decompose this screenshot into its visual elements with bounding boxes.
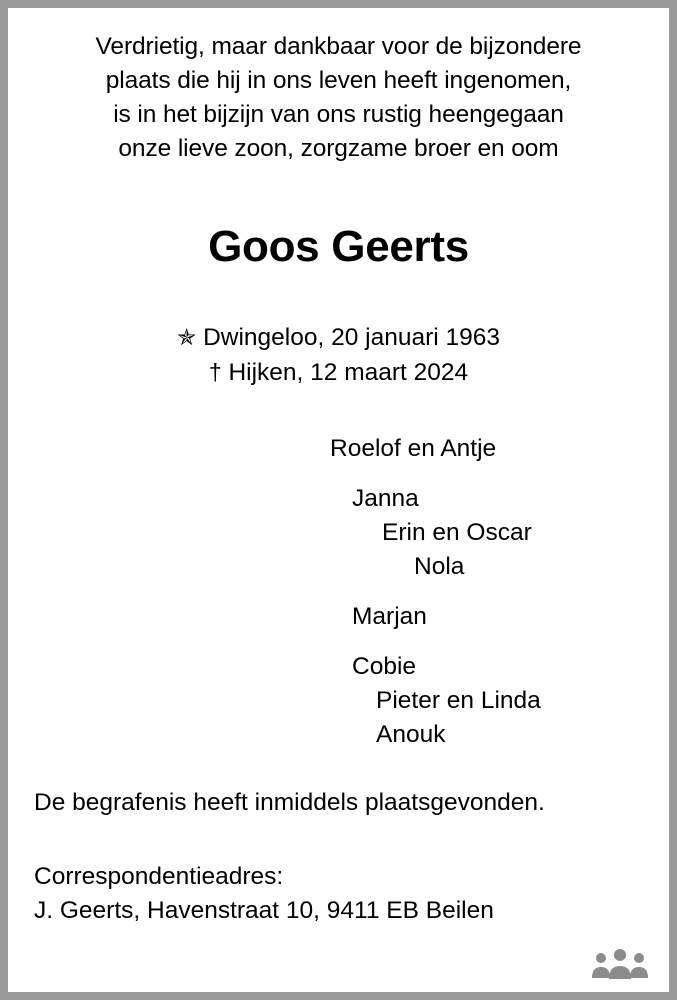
family-group (8, 482, 669, 584)
family-group (8, 650, 669, 752)
family-member: Janna (352, 485, 419, 512)
family-member: Cobie (352, 653, 417, 680)
intro-line: is in het bijzijn van ons rustig heengegaan (113, 101, 564, 128)
family-group-icon (589, 948, 651, 982)
family-member: Erin en Oscar (382, 519, 532, 546)
family-member: Roelof en Antje (330, 435, 497, 462)
family-member: Nola (414, 553, 465, 580)
deceased-name: Goos Geerts (208, 222, 469, 271)
star-icon: ✯ (176, 324, 197, 350)
memorial-card (8, 8, 669, 992)
life-dates (8, 320, 669, 390)
intro-line: Verdrietig, maar dankbaar voor de bijzondere (95, 33, 582, 60)
family-list (8, 432, 669, 752)
family-group (8, 600, 669, 634)
intro-line: onze lieve zoon, zorgzame broer en oom (118, 135, 559, 162)
birth-line (8, 320, 669, 355)
family-member: Pieter en Linda (376, 687, 541, 714)
correspondence-address: J. Geerts, Havenstraat 10, 9411 EB Beilen (34, 897, 494, 924)
cross-icon: † (208, 359, 222, 385)
correspondence-block (8, 860, 669, 928)
closing-text: De begrafenis heeft inmiddels plaatsgevonden. (34, 789, 545, 816)
death-text: Hijken, 12 maart 2024 (228, 359, 469, 386)
intro-text (8, 30, 669, 166)
family-group (8, 432, 669, 466)
birth-text: Dwingeloo, 20 januari 1963 (203, 324, 501, 351)
family-member: Marjan (352, 603, 427, 630)
intro-line: plaats die hij in ons leven heeft ingenomen, (105, 67, 572, 94)
correspondence-label: Correspondentieadres: (34, 863, 284, 890)
family-member: Anouk (376, 721, 446, 748)
death-line (8, 355, 669, 390)
